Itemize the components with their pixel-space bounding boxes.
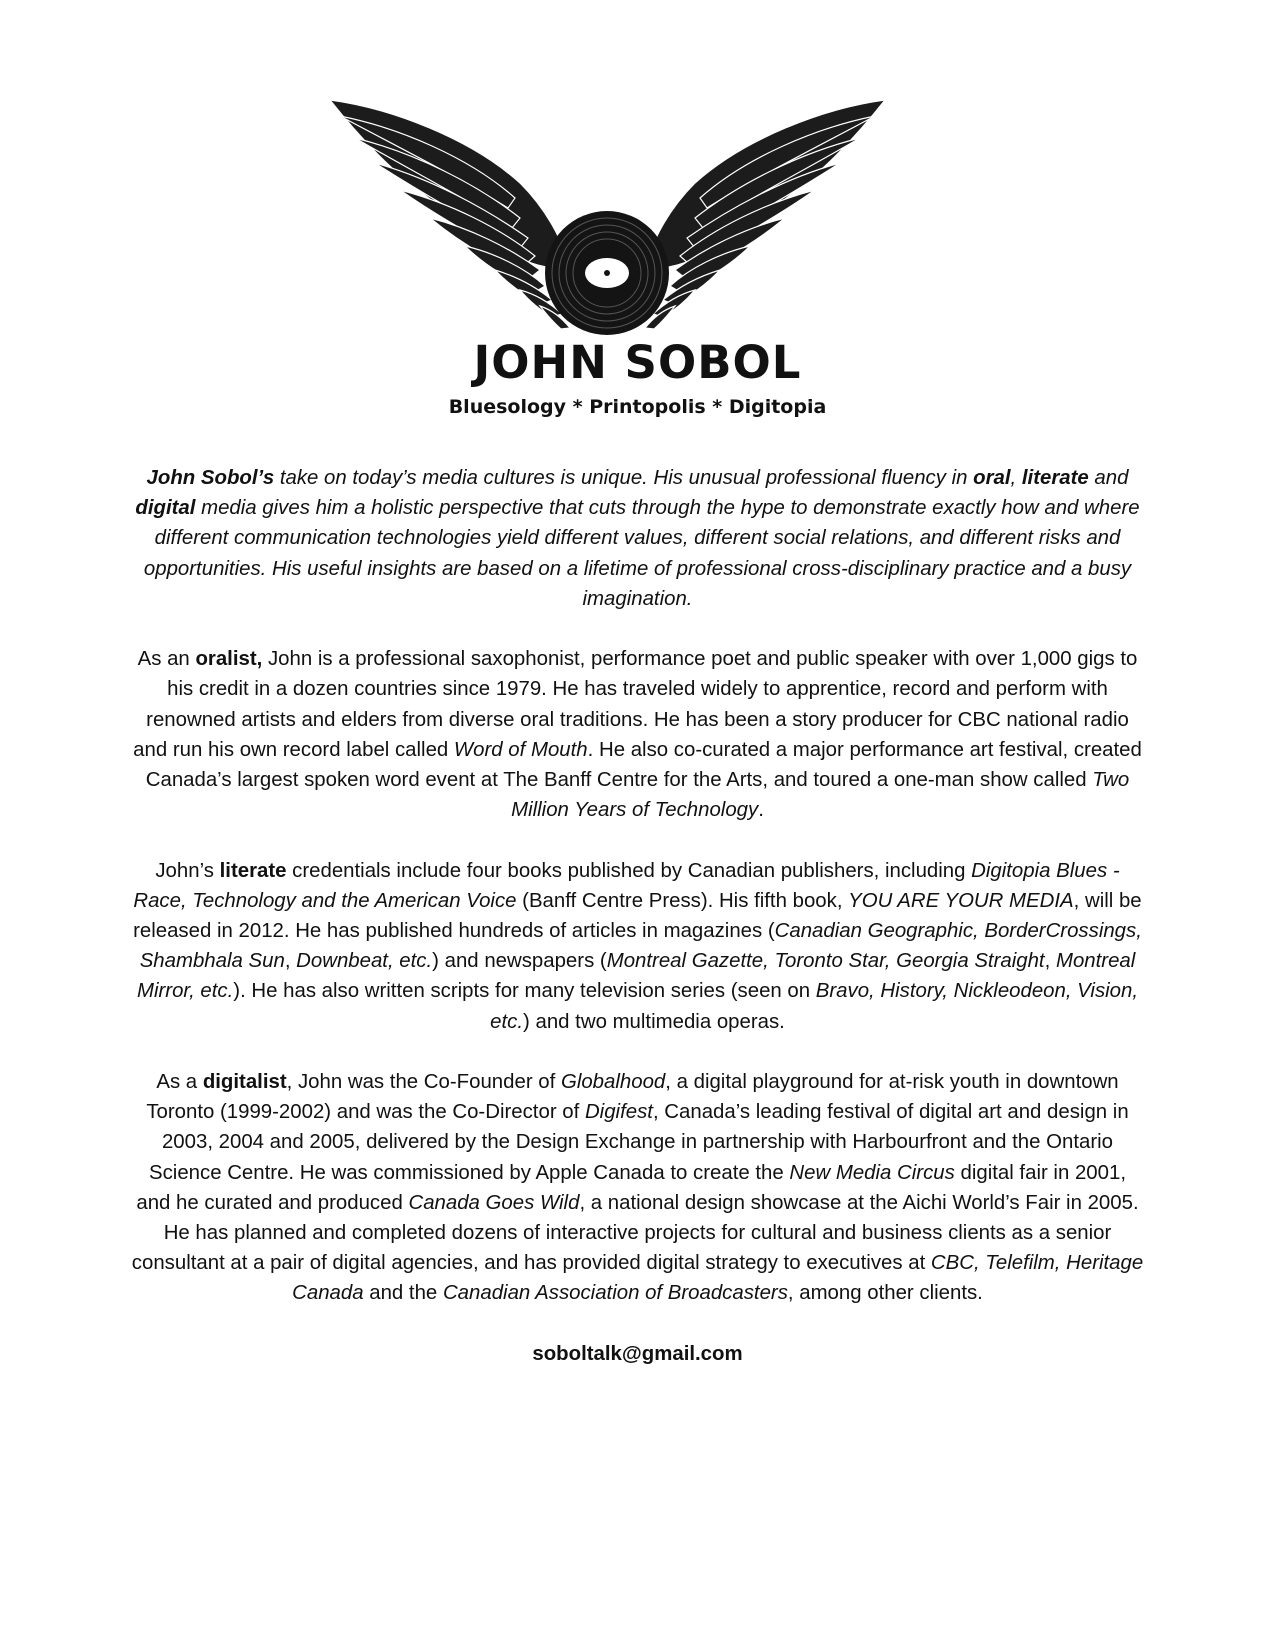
text: , John was the Co-Founder of	[286, 1071, 561, 1094]
intro-name: John Sobol’s	[146, 467, 275, 489]
title-canada-goes-wild: Canada Goes Wild	[408, 1191, 580, 1214]
newspapers-list-2: Montreal Mirror, etc.	[136, 950, 1136, 1003]
bio	[130, 463, 1145, 1399]
contact-email[interactable]: soboltalk@gmail.com	[532, 1342, 743, 1365]
intro-text: and	[1088, 467, 1129, 489]
text: , a national design showcase at the Aichi World’s Fair in 2005. He has planned and completed dozens of interactive projects for cultural and business clients as a senior consultant at a pair of digital agencies, and has provided digital strategy to executives at	[131, 1191, 1139, 1275]
client-cab: Canadian Association of Broadcasters	[442, 1282, 788, 1305]
text: , among other clients.	[787, 1282, 983, 1305]
intro-literate: literate	[1021, 467, 1089, 489]
winged-vinyl-record-icon	[330, 98, 885, 343]
intro-oral: oral	[973, 467, 1011, 489]
clients-list: CBC, Telefilm, Heritage Canada	[292, 1252, 1144, 1305]
text: credentials include four books published by Canadian publishers, including	[286, 859, 972, 882]
text: , a digital playground for at-risk youth in downtown Toronto (1999-2002) and was the Co-Director of	[146, 1071, 1119, 1124]
text: ,	[1044, 950, 1056, 973]
text: .	[758, 799, 764, 822]
intro-digital: digital	[135, 497, 196, 520]
magazines-list-2: Downbeat, etc.	[296, 950, 433, 973]
title-you-are-your-media: YOU ARE YOUR MEDIA	[848, 889, 1074, 912]
text: (Banff Centre Press). His fifth book,	[516, 889, 849, 912]
literate-term: literate	[219, 859, 287, 882]
intro-text: ,	[1010, 467, 1022, 489]
text: . He also co-curated a major performance art festival, created Canada’s largest spoken word event at The Banff Centre for the Arts, and toured a one-man show called	[145, 738, 1142, 792]
text: and the	[363, 1282, 443, 1305]
title-digitopia-blues: Digitopia Blues - Race, Technology and the American Voice	[133, 859, 1120, 912]
text: ) and newspapers (	[432, 950, 607, 973]
logo	[330, 98, 885, 343]
text: , Canada’s leading festival of digital art and design in 2003, 2004 and 2005, delivered by the Design Exchange in partnership with Harbourfront and the Ontario Science Centre. He was commissioned by Apple Canada to create the	[149, 1101, 1129, 1184]
digitalist-paragraph	[130, 1067, 1145, 1309]
oralist-term: oralist,	[195, 648, 263, 671]
oralist-paragraph	[130, 644, 1145, 825]
digitalist-term: digitalist	[202, 1071, 287, 1094]
text: digital fair in 2001, and he curated and produced	[136, 1161, 1126, 1214]
text: As an	[137, 648, 196, 671]
tv-networks-list: Bravo, History, Nickleodeon, Vision, etc.	[490, 980, 1139, 1033]
newspapers-list: Montreal Gazette, Toronto Star, Georgia Straight	[606, 950, 1045, 973]
title-two-million-years: Two Million Years of Technology	[511, 769, 1130, 822]
magazines-list: Canadian Geographic, BorderCrossings, Shambhala Sun	[139, 920, 1142, 973]
text: John’s	[155, 859, 220, 882]
intro-paragraph	[130, 463, 1145, 614]
text: As a	[156, 1071, 203, 1094]
title-globalhood: Globalhood	[560, 1071, 666, 1094]
title-word-of-mouth: Word of Mouth	[453, 738, 588, 761]
text: ,	[284, 950, 297, 973]
site-title: JOHN SOBOL	[473, 336, 802, 389]
title-digifest: Digifest	[584, 1101, 653, 1124]
literate-paragraph	[130, 856, 1145, 1037]
text: John is a professional saxophonist, performance poet and public speaker with over 1,000 gigs to his credit in a dozen countries since 1979. He has traveled widely to apprentice, record and perform with renowned artists and elders from diverse oral traditions. He has been a story producer for CBC national radio and run his own record label called	[133, 648, 1138, 761]
title-new-media-circus: New Media Circus	[789, 1161, 955, 1184]
text: ). He has also written scripts for many television series (seen on	[233, 980, 816, 1003]
intro-text: take on today’s media cultures is unique. His unusual professional fluency in	[274, 467, 974, 489]
site-tagline: Bluesology * Printopolis * Digitopia	[448, 396, 827, 418]
intro-text: media gives him a holistic perspective that cuts through the hype to demonstrate exactly how and where different communication technologies yield different values, different social relations, and different risks and opportunities. His useful insights are based on a lifetime of professional cross-disciplinary practice and a busy imagination.	[143, 497, 1140, 610]
text: ) and two multimedia operas.	[523, 1010, 785, 1033]
text: , will be released in 2012. He has published hundreds of articles in magazines (	[133, 889, 1142, 943]
